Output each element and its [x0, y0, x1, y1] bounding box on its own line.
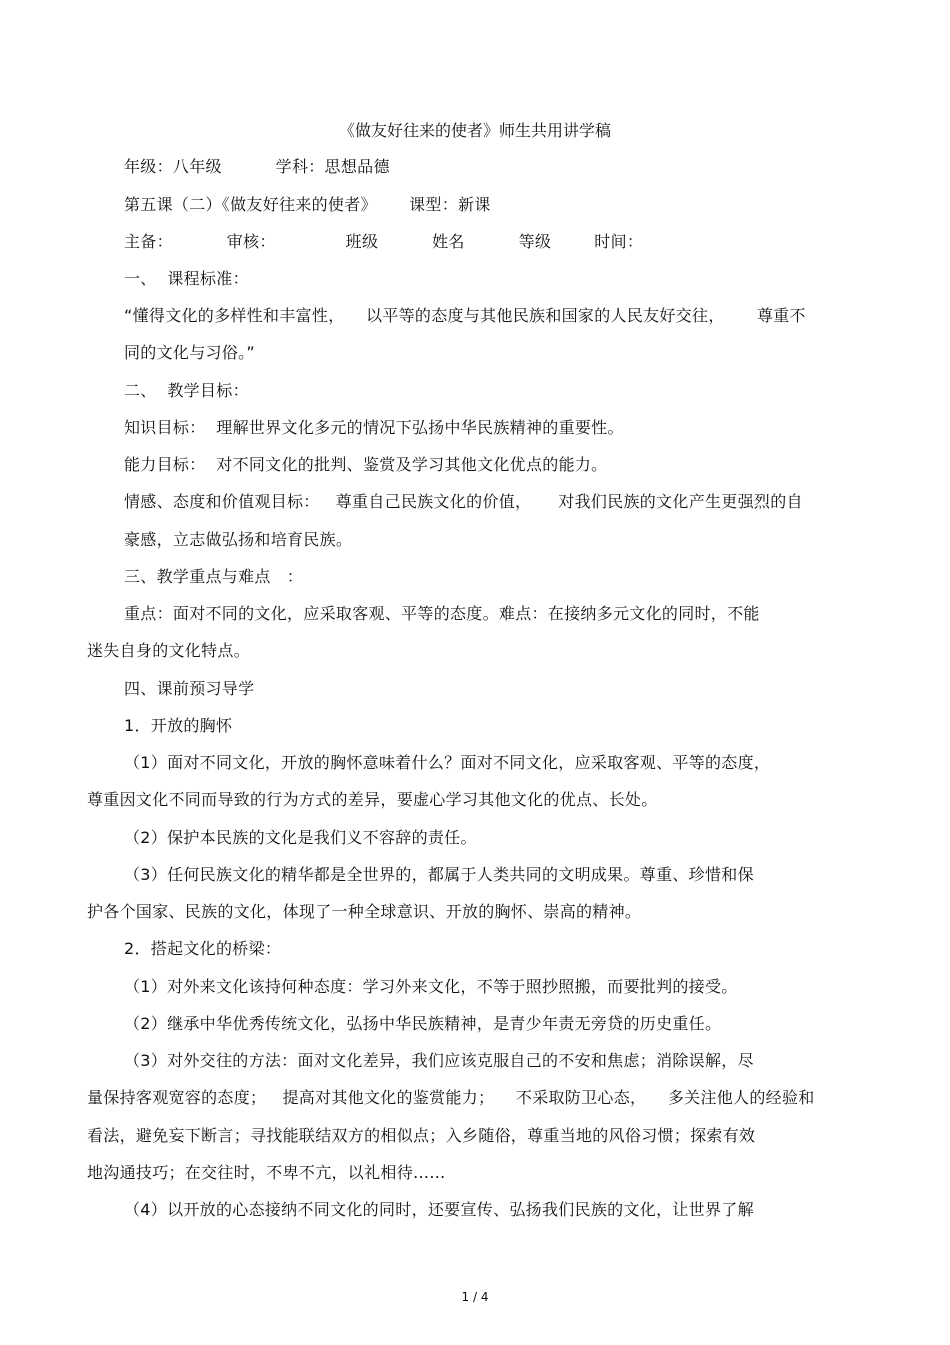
- paragraph-line: （2）保护本民族的文化是我们义不容辞的责任。: [124, 828, 477, 847]
- paragraph-line: 护各个国家、民族的文化，体现了一种全球意识、开放的胸怀、崇高的精神。: [87, 902, 642, 921]
- paragraph-line: 量保持客观宽容的态度； 提高对其他文化的鉴赏能力； 不采取防卫心态， 多关注他人的经验和: [87, 1088, 815, 1107]
- subsection-heading: 1．开放的胸怀: [124, 716, 233, 735]
- paragraph-line: （1）面对不同文化，开放的胸怀意味着什么？面对不同文化，应采取客观、平等的态度，: [124, 753, 771, 772]
- paragraph-line: （4）以开放的心态接纳不同文化的同时，还要宣传、弘扬我们民族的文化，让世界了解: [124, 1200, 754, 1219]
- paragraph-line: （1）对外来文化该持何种态度：学习外来文化，不等于照抄照搬，而要批判的接受。: [124, 977, 738, 996]
- paragraph-line: 地沟通技巧；在交往时，不卑不亢，以礼相待……: [87, 1163, 446, 1182]
- section-heading-preview: 四、课前预习导学: [124, 679, 255, 698]
- subsection-heading: 2．搭起文化的桥梁：: [124, 939, 282, 958]
- paragraph-line: （3）任何民族文化的精华都是全世界的，都属于人类共同的文明成果。尊重、珍惜和保: [124, 865, 754, 884]
- staff-info-line: 主备： 审核： 班级 姓名 等级 时间：: [124, 232, 644, 251]
- paragraph-line: 豪感，立志做弘扬和培育民族。: [124, 530, 353, 549]
- page-number: 1 / 4: [461, 1290, 489, 1304]
- paragraph-line: 看法，避免妄下断言；寻找能联结双方的相似点；入乡随俗，尊重当地的风俗习惯；探索有效: [87, 1126, 756, 1145]
- paragraph-line: 知识目标： 理解世界文化多元的情况下弘扬中华民族精神的重要性。: [124, 418, 624, 437]
- document-title: 《做友好往来的使者》师生共用讲学稿: [338, 121, 611, 140]
- paragraph-line: “懂得文化的多样性和丰富性， 以平等的态度与其他民族和国家的人民友好交往， 尊重不: [124, 306, 806, 325]
- section-heading-focus: 三、教学重点与难点 ：: [124, 567, 304, 586]
- grade-subject-line: 年级：八年级 学科：思想品德: [124, 157, 390, 176]
- paragraph-line: 同的文化与习俗。”: [124, 343, 255, 362]
- paragraph-line: 尊重因文化不同而导致的行为方式的差异，要虚心学习其他文化的优点、长处。: [87, 790, 658, 809]
- paragraph-line: 能力目标： 对不同文化的批判、鉴赏及学习其他文化优点的能力。: [124, 455, 608, 474]
- section-heading-curriculum: 一、 课程标准：: [124, 269, 249, 288]
- lesson-type-line: 第五课（二）《做友好往来的使者》 课型：新课: [124, 195, 491, 214]
- paragraph-line: 重点：面对不同的文化，应采取客观、平等的态度。难点：在接纳多元文化的同时，不能: [124, 604, 760, 623]
- paragraph-line: （2）继承中华优秀传统文化，弘扬中华民族精神，是青少年责无旁贷的历史重任。: [124, 1014, 722, 1033]
- section-heading-goals: 二、 教学目标：: [124, 381, 249, 400]
- paragraph-line: 迷失自身的文化特点。: [87, 641, 251, 660]
- paragraph-line: （3）对外交往的方法：面对文化差异，我们应该克服自己的不安和焦虑；消除误解，尽: [124, 1051, 754, 1070]
- paragraph-line: 情感、态度和价值观目标： 尊重自己民族文化的价值， 对我们民族的文化产生更强烈的自: [124, 492, 803, 511]
